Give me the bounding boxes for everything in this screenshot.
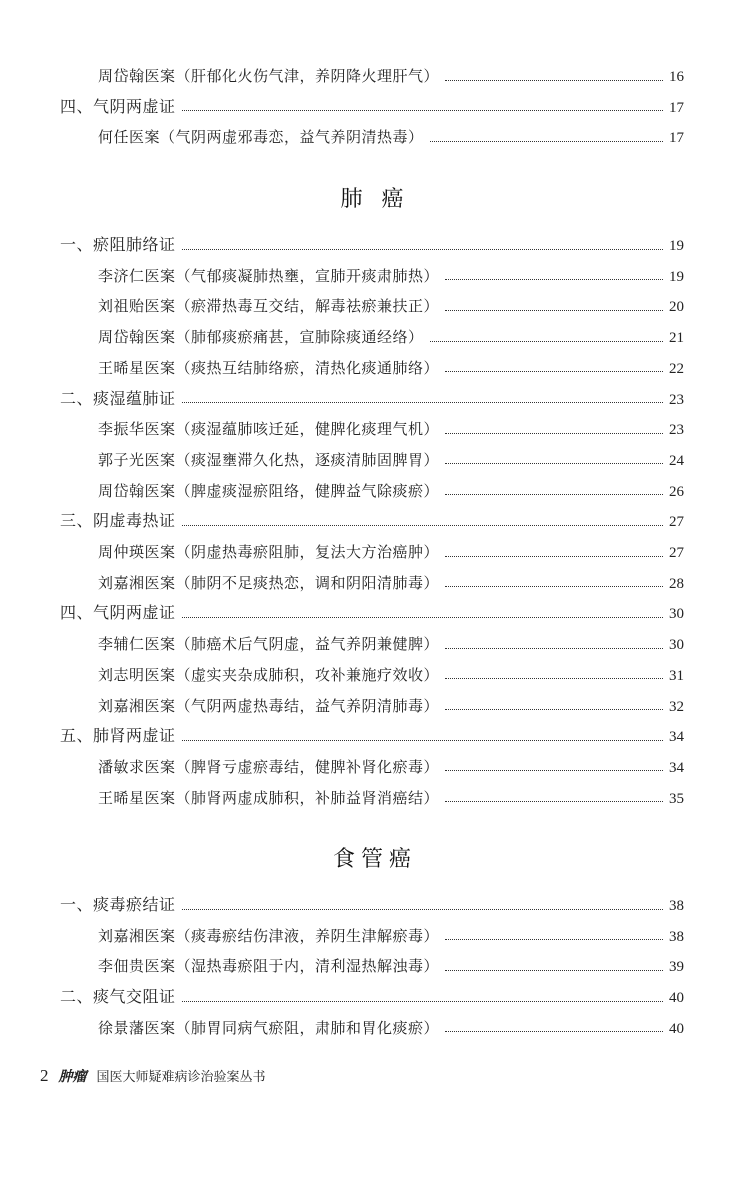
- toc-page-number: 16: [669, 69, 684, 85]
- toc-case-row[interactable]: [98, 694, 684, 718]
- toc-page-number: 22: [669, 360, 684, 377]
- toc-page-number: 34: [669, 729, 684, 746]
- toc-case-row[interactable]: [98, 924, 684, 948]
- toc-case-row[interactable]: [98, 356, 684, 380]
- page-number: 2: [40, 1066, 49, 1085]
- toc-page-number: 23: [669, 391, 684, 408]
- toc-entry-text: 周岱翰医案（肝郁化火伤气津，养阴降火理肝气）: [98, 67, 440, 85]
- toc-entry-text: 郭子光医案（痰湿壅滞久化热，逐痰清肺固脾胃）: [98, 450, 440, 469]
- toc-heading-row[interactable]: [60, 95, 684, 119]
- toc-page-number: 31: [669, 667, 684, 684]
- toc-page-number: 40: [669, 990, 684, 1007]
- toc-page-number: 26: [669, 483, 684, 500]
- toc-leader-dots: [182, 999, 663, 1002]
- toc-leader-dots: [445, 78, 663, 81]
- toc-case-row[interactable]: [98, 64, 684, 88]
- toc-entry-text: 徐景藩医案（肺胃同病气瘀阻，肃肺和胃化痰瘀）: [98, 1018, 440, 1037]
- toc-case-row[interactable]: [98, 632, 684, 656]
- toc-leader-dots: [445, 799, 663, 802]
- toc-case-row[interactable]: [98, 325, 684, 349]
- toc-leader-dots: [182, 400, 663, 403]
- toc-leader-dots: [445, 1029, 663, 1032]
- toc-leader-dots: [430, 139, 663, 142]
- toc-leader-dots: [182, 738, 663, 741]
- toc-entry-text: 刘祖贻医案（瘀滞热毒互交结，解毒祛瘀兼扶正）: [98, 297, 440, 316]
- toc-case-row[interactable]: [98, 417, 684, 441]
- toc-leader-dots: [445, 584, 663, 587]
- toc-entry-text: 何任医案（气阴两虚邪毒恋，益气养阴清热毒）: [98, 128, 424, 147]
- toc-entry-text: 二、痰气交阻证: [60, 987, 176, 1007]
- toc-heading-row[interactable]: [60, 509, 684, 533]
- toc-entry-text: 五、肺肾两虚证: [60, 726, 176, 746]
- toc-entry-text: 李辅仁医案（肺癌术后气阴虚，益气养阴兼健脾）: [98, 635, 440, 654]
- toc-entry-text: 四、气阴两虚证: [60, 603, 176, 623]
- toc-entry-text: 潘敏求医案（脾肾亏虚瘀毒结，健脾补肾化瘀毒）: [98, 757, 440, 776]
- toc-case-row[interactable]: [98, 663, 684, 687]
- toc-entry-text: 周仲瑛医案（阴虚热毒瘀阻肺，复法大方治癌肿）: [98, 543, 440, 561]
- book-title: 肿瘤: [58, 1069, 87, 1085]
- toc-page-number: 40: [669, 1020, 684, 1037]
- toc-entry-text: 三、阴虚毒热证: [60, 511, 176, 531]
- toc-case-row[interactable]: [98, 755, 684, 779]
- toc-page-number: 17: [669, 99, 684, 116]
- toc-leader-dots: [445, 646, 663, 649]
- toc-leader-dots: [445, 707, 663, 710]
- toc-page-number: 19: [669, 268, 684, 285]
- toc-leader-dots: [445, 676, 663, 679]
- toc-leader-dots: [430, 339, 663, 342]
- section-title-lung-cancer: 肺 癌: [340, 187, 410, 212]
- toc-page-number: 30: [669, 606, 684, 623]
- toc-heading-row[interactable]: [60, 233, 684, 257]
- toc-page-number: 38: [669, 898, 684, 914]
- toc-case-row[interactable]: [98, 448, 684, 472]
- toc-entry-text: 一、痰毒瘀结证: [60, 895, 176, 914]
- toc-entry-text: 李佃贵医案（湿热毒瘀阻于内，清利湿热解浊毒）: [98, 957, 440, 976]
- toc-leader-dots: [182, 523, 663, 526]
- toc-page-number: 17: [669, 130, 684, 147]
- toc-case-row[interactable]: [98, 264, 684, 288]
- toc-heading-row[interactable]: [60, 601, 684, 625]
- toc-entry-text: 刘嘉湘医案（痰毒瘀结伤津液，养阴生津解瘀毒）: [98, 926, 440, 945]
- toc-entry-text: 一、瘀阻肺络证: [60, 235, 176, 254]
- toc-case-row[interactable]: [98, 540, 684, 564]
- toc-page-number: 39: [669, 959, 684, 976]
- toc-leader-dots: [445, 461, 663, 464]
- toc-entry-text: 李济仁医案（气郁痰凝肺热壅，宣肺开痰肃肺热）: [98, 266, 440, 285]
- toc-heading-row[interactable]: [60, 985, 684, 1009]
- toc-page-number: 35: [669, 790, 684, 807]
- toc-leader-dots: [445, 937, 663, 940]
- toc-entry-text: 王晞星医案（肺肾两虚成肺积，补肺益肾消癌结）: [98, 788, 440, 807]
- toc-page-number: 30: [669, 637, 684, 654]
- section-title-esophageal-cancer: 食管癌: [332, 847, 417, 872]
- toc-page-number: 32: [669, 698, 684, 715]
- toc-entry-text: 周岱翰医案（肺郁痰瘀痛甚，宣肺除痰通经络）: [98, 328, 424, 347]
- toc-entry-text: 四、气阴两虚证: [60, 96, 176, 116]
- toc-leader-dots: [445, 369, 663, 372]
- toc-case-row[interactable]: [98, 125, 684, 149]
- series-title: 国医大师疑难病诊治验案丛书: [96, 1070, 266, 1085]
- toc-heading-row[interactable]: [60, 724, 684, 748]
- toc-case-row[interactable]: [98, 1016, 684, 1040]
- toc-leader-dots: [182, 108, 663, 111]
- toc-case-row[interactable]: [98, 479, 684, 503]
- toc-page-number: 27: [669, 545, 684, 561]
- toc-entry-text: 刘嘉湘医案（肺阴不足痰热恋，调和阴阳清肺毒）: [98, 573, 440, 592]
- toc-entry-text: 李振华医案（痰湿蕴肺咳迁延，健脾化痰理气机）: [98, 420, 440, 439]
- toc-heading-row[interactable]: [60, 387, 684, 411]
- toc-case-row[interactable]: [98, 954, 684, 978]
- toc-page-number: 34: [669, 759, 684, 776]
- toc-case-row[interactable]: [98, 571, 684, 595]
- toc-entry-text: 刘志明医案（虚实夹杂成肺积，攻补兼施疗效收）: [98, 665, 440, 684]
- toc-case-row[interactable]: [98, 294, 684, 318]
- toc-page-number: 24: [669, 452, 684, 469]
- toc-leader-dots: [182, 247, 663, 250]
- toc-leader-dots: [445, 431, 663, 434]
- toc-page-number: 38: [669, 928, 684, 945]
- toc-page-number: 23: [669, 422, 684, 439]
- toc-page-number: 21: [669, 330, 684, 347]
- toc-entry-text: 王晞星医案（痰热互结肺络瘀，清热化痰通肺络）: [98, 358, 440, 377]
- toc-leader-dots: [445, 768, 663, 771]
- toc-case-row[interactable]: [98, 786, 684, 810]
- toc-page-number: 28: [669, 575, 684, 592]
- toc-page-number: 20: [669, 299, 684, 316]
- toc-leader-dots: [445, 492, 663, 495]
- toc-leader-dots: [445, 554, 663, 557]
- toc-leader-dots: [182, 615, 663, 618]
- toc-leader-dots: [445, 277, 663, 280]
- page-footer: [40, 1066, 266, 1086]
- toc-leader-dots: [182, 907, 663, 910]
- toc-page-number: 27: [669, 514, 684, 531]
- toc-page-number: 19: [669, 238, 684, 254]
- toc-entry-text: 二、痰湿蕴肺证: [60, 388, 176, 408]
- toc-leader-dots: [445, 968, 663, 971]
- toc-entry-text: 周岱翰医案（脾虚痰湿瘀阻络，健脾益气除痰瘀）: [98, 481, 440, 500]
- toc-heading-row[interactable]: [60, 893, 684, 917]
- toc-leader-dots: [445, 308, 663, 311]
- toc-entry-text: 刘嘉湘医案（气阴两虚热毒结，益气养阴清肺毒）: [98, 696, 440, 715]
